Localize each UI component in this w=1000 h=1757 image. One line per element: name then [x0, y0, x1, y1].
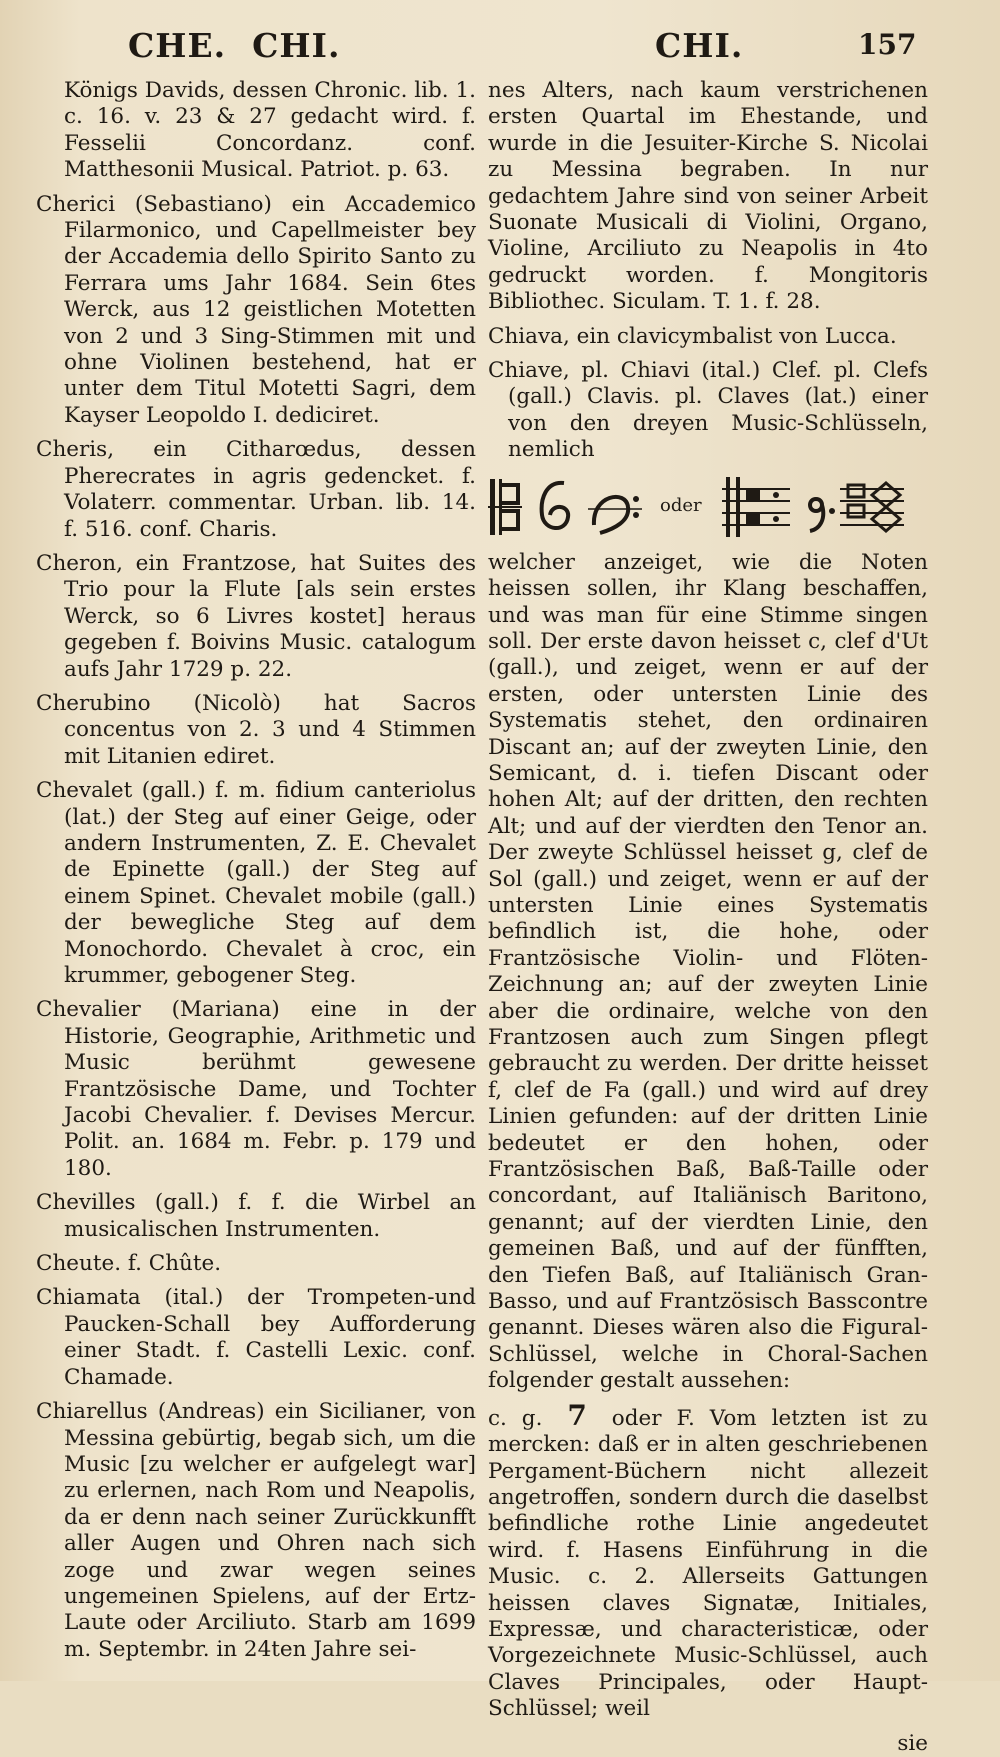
entry-cheute: Cheute. f. Chûte.	[36, 1251, 222, 1277]
catchword: sie	[897, 1730, 928, 1756]
header-left-chi: CHI.	[252, 26, 341, 65]
entry-chiarellus-continued: nes Alters, nach kaum verstrichenen ersten Quartal im Ehestande, und wurde in die Jesuiter-Kirche S. Nicolai zu Messina begraben. In nur gedachtem Jahre sind von seiner Arbeit Suonate Musicali di Violini, Organo, Violine, Arciliuto zu Neapolis in 4to gedruckt worden. f. Mongitoris Bibliothec. Siculam. T. 1. f. 28.	[488, 78, 928, 315]
clef-explanation: welcher anzeiget, wie die Noten heissen sollen, ihr Klang beschaffen, und was man für eine Stimme singen soll. Der erste davon heisset c, clef d'Ut (gall.), und zeiget, wenn er auf der ersten, oder untersten Linie des Systematis stehet, den ordinairen Discant an; auf der zweyten Linie, den Semicant, d. i. tiefen Discant oder hohen Alt; auf der dritten, den rechten Alt; und auf der vierdten den Tenor an. Der zweyte Schlüssel heisset g, clef de Sol (gall.) und zeiget, wenn er auf der untersten Linie eines Systematis befindlich ist, die hohe, oder Frantzösische Violin- und Flöten-Zeichnung an; auf der zweyten Linie aber die ordinaire, welche von den Frantzosen auch zum Singen pflegt gebraucht zu werden. Der dritte heisset f, clef de Fa (gall.) und wird auf drey Linien gefunden: auf der dritten Linie bedeutet er den hohen, oder Frantzösischen Baß, Baß-Taille oder concordant, auf Italiänisch Baritono, genannt; auf der vierdten Linie, den gemeinen Baß, und auf der fünfften, den Tiefen Baß, auf Italiänisch Gran-Basso, und auf Frantzösisch Basscontre genannt. Dieses wären also die Figural-Schlüssel, welche in Choral-Sachen folgender gestalt aussehen:	[488, 549, 928, 1394]
choral-clef-glyph: 7	[567, 1398, 587, 1432]
entry-koenigs-davids: Königs Davids, dessen Chronic. lib. 1. c. 16. v. 23 & 27 gedacht wird. f. Fesselii Concordanz. conf. Matthesonii Musical. Patriot. p. 63.	[64, 78, 476, 183]
choral-clefs-f: F.	[676, 1405, 695, 1431]
c-clef-icon	[488, 475, 522, 539]
entry-chevalet: Chevalet (gall.) f. m. fidium canteriolus (lat.) der Steg auf einer Geige, oder andern Instrumenten, Z. E. Chevalet de Epinette (gall.) der Steg auf einem Spinet. Chevalet mobile (gall.) der bewegliche Steg auf dem Monochordo. Chevalet à croc, ein krummer, gebogener Steg.	[36, 778, 476, 988]
g-clef-icon	[534, 475, 574, 539]
entry-cheron: Cheron, ein Frantzose, hat Suites des Trio pour la Flute [als sein erstes Werck, so 6 Livres kostet] heraus gegeben f. Boivins Music. catalogum aufs Jahr 1729 p. 22.	[36, 550, 476, 682]
choral-clefs-oder: oder	[611, 1405, 662, 1431]
fa-clef-icon	[806, 475, 906, 539]
entry-cheris: Cheris, ein Citharœdus, dessen Pherecrates in agris gedencket. f. Volaterr. commentar. Urban. lib. 14. f. 516. conf. Charis.	[36, 437, 476, 542]
figured-clef-icon	[720, 475, 794, 539]
header-left-che: CHE.	[128, 26, 227, 65]
clef-oder: oder	[660, 495, 702, 517]
choral-clefs-cg: c. g.	[488, 1405, 543, 1431]
entry-cherici: Cherici (Sebastiano) ein Accademico Filarmonico, und Capellmeister bey der Accademia dello Spirito Santo zu Ferrara ums Jahr 1684. Sein 6tes Werck, aus 12 geistlichen Motetten von 2 und 3 Sing-Stimmen mit und ohne Violinen bestehend, hat er unter dem Titul Motetti Sagri, dem Kayser Leopoldo I. dediciret.	[36, 191, 476, 428]
header-left	[128, 26, 340, 65]
entry-chiamata: Chiamata (ital.) der Trompeten-und Paucken-Schall bey Aufforderung einer Stadt. f. Castelli Lexic. conf. Chamade.	[36, 1285, 476, 1390]
entry-cherubino: Cherubino (Nicolò) hat Sacros concentus von 2. 3 und 4 Stimmen mit Litanien ediret.	[36, 690, 476, 769]
header-right-chi: CHI.	[655, 26, 744, 65]
entry-chiarellus: Chiarellus (Andreas) ein Sicilianer, von Messina gebürtig, begab sich, um die Music [zu welcher er aufgelegt war] zu erlernen, nach Rom und Neapolis, da er denn nach seiner Zurückkunfft aller Augen und Ohren nach sich zoge und zwar wegen seines ungemeinen Spielens, auf der Ertz-Laute oder Arciliuto. Starb am 1699 m. Septembr. in 24ten Jahre sei-	[36, 1399, 476, 1662]
right-column	[488, 78, 928, 1757]
f-clef-icon	[586, 475, 642, 539]
choral-clefs-rest: Vom letzten ist zu mercken: daß er in alten geschriebenen Pergament-Büchern nicht allezeit angetroffen, sondern durch die daselbst befindliche rothe Linie angedeutet wird. f. Hasens Einführung in die Music. c. 2. Allerseits Gattungen heissen claves Signatæ, Initiales, Expressæ, und characteristicæ, oder Vorgezeichnete Music-Schlüssel, auch Claves Principales, oder Haupt-Schlüssel; weil	[488, 1405, 928, 1722]
running-header	[0, 22, 1000, 74]
choral-clefs-line	[488, 1398, 928, 1723]
entry-chiava: Chiava, ein clavicymbalist von Lucca.	[488, 323, 897, 349]
entry-chevalier: Chevalier (Mariana) eine in der Historie, Geographie, Arithmetic und Music berühmt gewesene Frantzösische Dame, und Tochter Jacobi Chevalier. f. Devises Mercur. Polit. an. 1684 m. Febr. p. 179 und 180.	[36, 997, 476, 1181]
entry-chiave: Chiave, pl. Chiavi (ital.) Clef. pl. Clefs (gall.) Clavis. pl. Claves (lat.) einer von den dreyen Music-Schlüsseln, nemlich	[488, 358, 928, 463]
entry-chevilles: Chevilles (gall.) f. f. die Wirbel an musicalischen Instrumenten.	[36, 1190, 476, 1242]
clef-figures	[488, 472, 928, 542]
left-column	[36, 78, 476, 1671]
page-number: 157	[858, 28, 917, 61]
